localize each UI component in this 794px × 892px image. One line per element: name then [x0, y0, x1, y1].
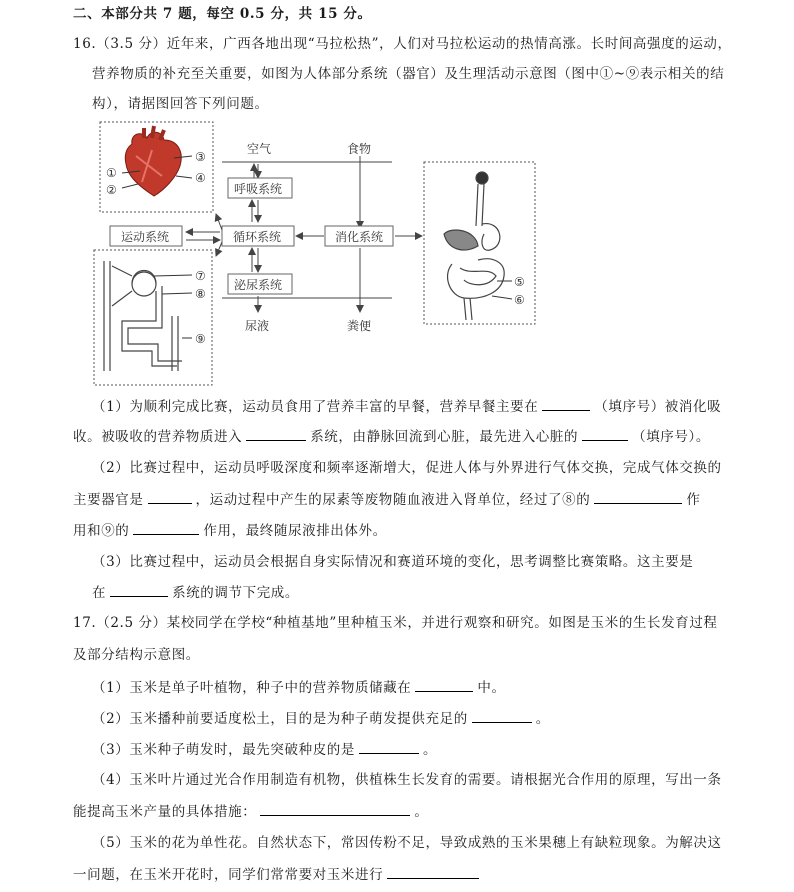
q17-part5-line-1: （5）玉米的花为单性花。自然状态下，常因传粉不足，导致成熟的玉米果穗上有缺粒现象。为解决这: [92, 835, 722, 851]
q17-part4-line-2: 能提高玉米产量的具体措施： 。: [73, 801, 428, 822]
body-systems-diagram: [92, 116, 752, 391]
label-respiratory: 呼吸系统: [234, 182, 283, 196]
marker-6: ⑥: [514, 293, 525, 307]
label-circulatory: 循环系统: [233, 230, 282, 244]
answer-blank[interactable]: [472, 708, 532, 723]
label-urinary: 泌尿系统: [234, 278, 283, 292]
label-motor: 运动系统: [121, 230, 170, 244]
answer-blank[interactable]: [260, 801, 410, 816]
q16-stem-line-1: 16.（3.5 分）近年来，广西各地出现“马拉松热”，人们对马拉松运动的热情高涨。长时间高强度的运动，: [73, 36, 732, 52]
section-header: 二、本部分共 7 题，每空 0.5 分，共 15 分。: [73, 6, 372, 22]
q17-part3: （3）玉米种子萌发时，最先突破种皮的是 。: [92, 739, 437, 760]
answer-blank[interactable]: [246, 426, 306, 441]
label-digestive: 消化系统: [335, 230, 384, 244]
q17-part5-line-2: 一问题，在玉米开花时，同学们常常要对玉米进行: [73, 864, 483, 885]
label-urine: 尿液: [245, 319, 270, 333]
answer-blank[interactable]: [542, 396, 590, 411]
label-feces: 粪便: [347, 319, 372, 333]
q17-stem-line-1: 17.（2.5 分）某校同学在学校“种植基地”里种植玉米，并进行观察和研究。如图是玉米的生长发育过程: [73, 615, 718, 631]
q17-stem-line-2: 及部分结构示意图。: [73, 647, 200, 663]
q16-part3-line-1: （3）比赛过程中，运动员会根据自身实际情况和赛道环境的变化，思考调整比赛策略。这主要是: [92, 554, 694, 570]
q16-part2-line-1: （2）比赛过程中，运动员呼吸深度和频率逐渐增大，促进人体与外界进行气体交换，完成气体交换的: [92, 460, 722, 476]
q16-part1-line-1: （1）为顺利完成比赛，运动员食用了营养丰富的早餐，营养早餐主要在 （填序号）被消化吸: [92, 396, 721, 417]
nephron-illustration: [104, 261, 182, 371]
marker-9: ⑨: [195, 332, 206, 346]
marker-1: ①: [106, 166, 117, 180]
q16-part2-line-2: 主要器官是 ，运动过程中产生的尿素等废物随血液进入肾单位，经过了⑧的 作: [73, 489, 700, 510]
digestive-illustration: [444, 172, 504, 320]
marker-2: ②: [106, 183, 117, 197]
q17-part4-line-1: （4）玉米叶片通过光合作用制造有机物，供植株生长发育的需要。请根据光合作用的原理，写出一条: [92, 772, 722, 788]
answer-blank[interactable]: [582, 426, 628, 441]
marker-8: ⑧: [195, 287, 206, 301]
answer-blank[interactable]: [359, 739, 419, 754]
answer-blank[interactable]: [110, 582, 168, 597]
q16-stem-line-3: 构），请据图回答下列问题。: [92, 96, 269, 112]
label-air: 空气: [247, 142, 272, 156]
answer-blank[interactable]: [133, 520, 199, 535]
marker-4: ④: [195, 171, 206, 185]
marker-3: ③: [195, 150, 206, 164]
q16-part1-line-2: 收。被吸收的营养物质进入 系统，由静脉回流到心脏，最先进入心脏的 （填序号）。: [73, 426, 710, 447]
answer-blank[interactable]: [594, 489, 682, 504]
q16-stem-line-2: 营养物质的补充至关重要，如图为人体部分系统（器官）及生理活动示意图（图中①~⑨表示相关的结: [92, 66, 725, 82]
marker-5: ⑤: [514, 275, 525, 289]
q16-part3-line-2: 在 系统的调节下完成。: [92, 582, 299, 603]
q16-part2-line-3: 用和⑨的 作用，最终随尿液排出体外。: [73, 520, 387, 541]
q17-part1: （1）玉米是单子叶植物，种子中的营养物质储藏在 中。: [92, 677, 506, 698]
marker-7: ⑦: [195, 269, 206, 283]
answer-blank[interactable]: [387, 864, 479, 879]
answer-blank[interactable]: [148, 489, 192, 504]
label-food: 食物: [347, 142, 372, 156]
q17-part2: （2）玉米播种前要适度松土，目的是为种子萌发提供充足的 。: [92, 708, 550, 729]
answer-blank[interactable]: [415, 677, 473, 692]
